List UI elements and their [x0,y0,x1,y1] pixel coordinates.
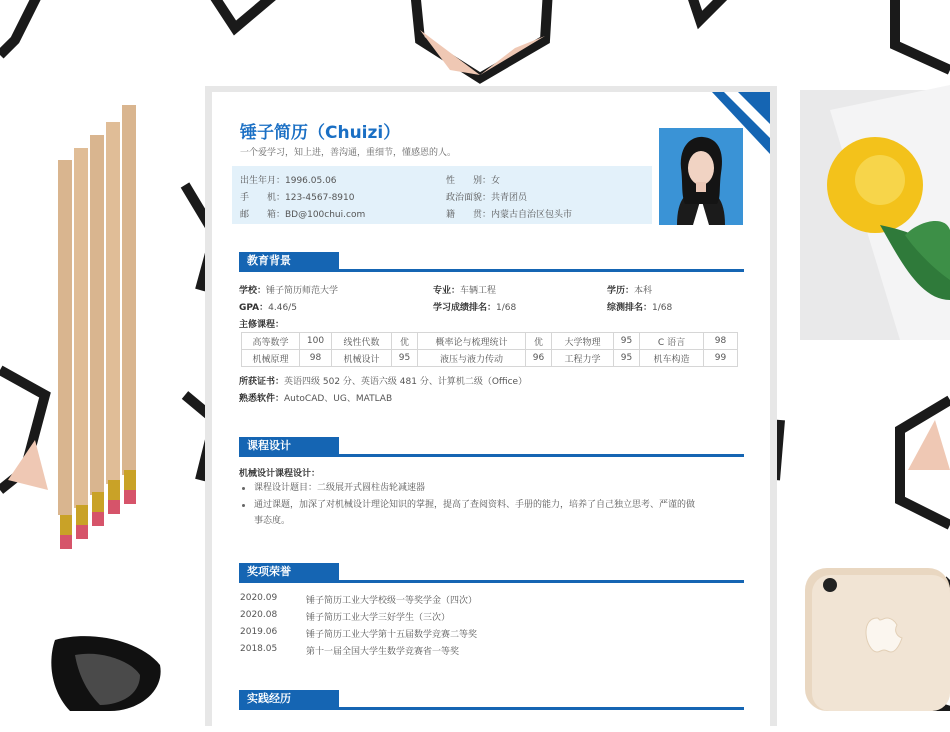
phone: 手 机：123-4567-8910 [240,193,355,203]
score-cell: 96 [526,350,552,367]
gpa-row [239,300,297,313]
list-item-text: 通过课题，加深了对机械设计理论知识的掌握，提高了查阅资料、手册的能力，培养了自己独立思考、严谨的做 [254,500,696,510]
section-divider [239,580,744,583]
award-date: 2020.09 [240,593,278,603]
section-divider [239,707,744,710]
score-cell: 95 [614,350,640,367]
section-title-awards: 奖项荣誉 [239,563,339,581]
section-course-design [239,437,744,457]
list-item-text: 课程设计题目：二级展开式圆柱齿轮减速器 [254,483,426,493]
bullet-dot [242,487,245,490]
course-cell: 机械原理 [242,350,300,367]
section-education [239,252,744,272]
section-title-course-design: 课程设计 [239,437,339,455]
section-title-practice: 实践经历 [239,690,339,708]
degree-row [607,283,652,296]
birth-date: 出生年月：1996.05.06 [240,176,337,186]
score-rank-label: 学习成绩排名： [433,303,497,313]
course-cell: 大学物理 [552,333,614,350]
course-cell: 高等数学 [242,333,300,350]
course-cell: C 语言 [640,333,704,350]
section-practice [239,690,744,710]
course-cell: 液压与液力传动 [418,350,526,367]
award-date: 2018.05 [240,644,278,654]
political-status: 政治面貌：共青团员 [446,193,528,203]
score-cell: 100 [300,333,332,350]
courses-label [239,317,284,330]
award-date: 2019.06 [240,627,278,637]
table-row [242,350,738,367]
score-cell: 95 [614,333,640,350]
list-item [242,498,742,528]
school-value: 锤子简历师范大学 [266,286,339,296]
score-cell: 优 [526,333,552,350]
course-design-subtitle [239,466,320,479]
courses-label-text: 主修课程： [239,320,285,330]
course-cell: 工程力学 [552,350,614,367]
course-cell: 机械设计 [332,350,392,367]
award-text: 锤子简历工业大学校级一等奖学金（四次） [306,596,478,606]
award-text: 锤子简历工业大学第十五届数学竞赛二等奖 [306,630,478,640]
award-text: 锤子简历工业大学三好学生（三次） [306,613,451,623]
score-cell: 99 [704,350,738,367]
profile-photo [659,128,743,225]
major-value: 车辆工程 [460,286,497,296]
gpa-value: 4.46/5 [268,303,297,313]
school-row [239,283,338,296]
score-rank-value: 1/68 [496,303,517,313]
degree-value: 本科 [634,286,653,296]
score-cell: 95 [392,350,418,367]
resume-motto: 一个爱学习，知上进，善沟通，重细节，懂感恩的人。 [240,148,457,158]
gpa-label: GPA： [239,303,269,313]
software-value: AutoCAD、UG、MATLAB [284,394,393,404]
score-cell: 98 [704,333,738,350]
gender: 性 别：女 [446,176,501,186]
bullet-dot [242,504,245,507]
course-cell: 线性代数 [332,333,392,350]
overall-rank-value: 1/68 [652,303,673,313]
score-cell: 优 [392,333,418,350]
major-label: 专业： [433,286,461,296]
certificates-value: 英语四级 502 分、英语六级 481 分、计算机二级（Office） [284,377,528,387]
certificates-label: 所获证书： [239,377,285,387]
award-text: 第十一届全国大学生数学竞赛省一等奖 [306,647,460,657]
software-row [239,391,392,404]
hometown: 籍 贯：内蒙古自治区包头市 [446,210,573,220]
school-label: 学校： [239,286,267,296]
degree-label: 学历： [607,286,635,296]
table-row [242,333,738,350]
score-rank-row [433,300,516,313]
overall-rank-row [607,300,672,313]
software-label: 熟悉软件： [239,394,285,404]
section-awards [239,563,744,583]
section-divider [239,454,744,457]
score-cell: 98 [300,350,332,367]
section-divider [239,269,744,272]
certificates-row [239,374,527,387]
major-row [433,283,496,296]
course-cell: 概率论与梳理统计 [418,333,526,350]
personal-info-box [232,166,652,224]
email: 邮 箱：BD@100chui.com [240,210,366,220]
list-item-text-continued: 事态度。 [254,516,291,526]
course-design-subtitle-text: 机械设计课程设计： [239,469,321,479]
section-title-education: 教育背景 [239,252,339,270]
resume-name: 锤子简历（Chuizi） [240,123,401,143]
list-item [242,481,722,496]
overall-rank-label: 综测排名： [607,303,653,313]
award-date: 2020.08 [240,610,278,620]
course-cell: 机车构造 [640,350,704,367]
resume-page [212,92,770,732]
courses-table [241,332,738,367]
